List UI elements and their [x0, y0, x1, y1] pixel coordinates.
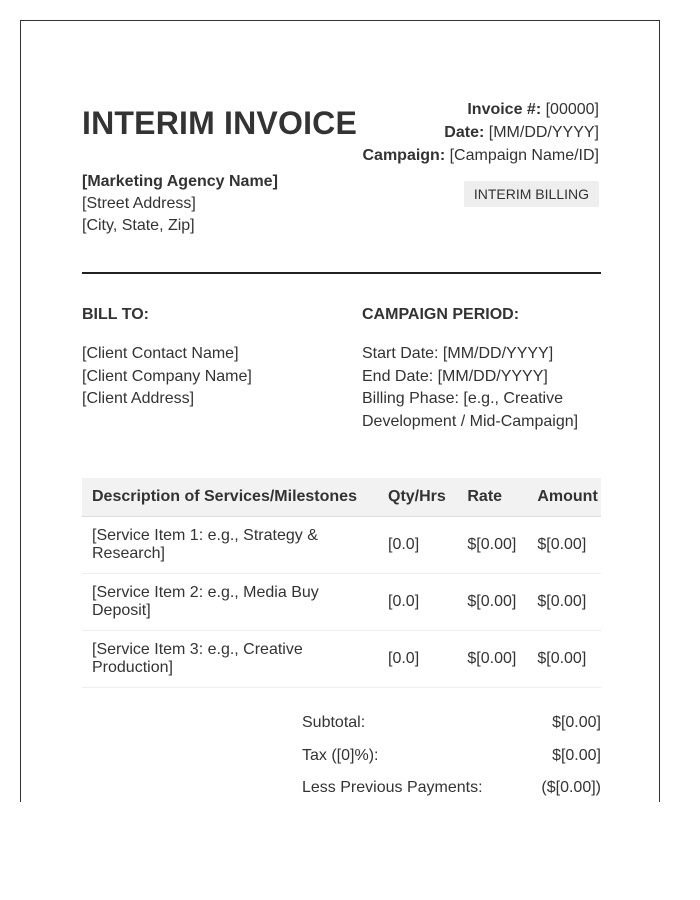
invoice-meta [362, 98, 599, 167]
previous-payments-row [302, 776, 601, 802]
row-description: [Service Item 1: e.g., Strategy & Research] [82, 517, 375, 574]
agency-city: [City, State, Zip] [82, 217, 195, 234]
row-qty: [0.0] [375, 574, 457, 631]
agency-block [82, 171, 278, 237]
row-description: [Service Item 2: e.g., Media Buy Deposit] [82, 574, 375, 631]
invoice-number-label: Invoice #: [467, 101, 542, 118]
subtotal-row [302, 711, 601, 744]
invoice-sheet [20, 20, 660, 802]
invoice-number-line [362, 98, 599, 121]
campaign-period-heading: CAMPAIGN PERIOD: [362, 306, 520, 323]
table-row [82, 517, 601, 574]
table-header-row [82, 478, 601, 517]
agency-street: [Street Address] [82, 195, 196, 212]
tax-value: $[0.00] [552, 746, 601, 764]
row-rate: $[0.00] [457, 517, 527, 574]
invoice-date-value: [MM/DD/YYYY] [488, 124, 599, 141]
previous-payments-value: ($[0.00]) [541, 779, 601, 796]
row-amount: $[0.00] [527, 517, 601, 574]
row-qty: [0.0] [375, 517, 457, 574]
start-date: Start Date: [MM/DD/YYYY] [362, 345, 554, 362]
totals-block [302, 711, 601, 802]
previous-payments-label: Less Previous Payments: [302, 779, 483, 796]
client-company: [Client Company Name] [82, 367, 252, 385]
campaign-value: [Campaign Name/ID] [449, 147, 599, 164]
bill-to-heading: BILL TO: [82, 306, 149, 323]
campaign-period-block [362, 343, 602, 433]
invoice-date-label: Date: [444, 124, 485, 141]
billing-phase: Billing Phase: [e.g., Creative Development / Mid-Campaign] [362, 390, 579, 430]
invoice-title: INTERIM INVOICE [82, 105, 358, 141]
subtotal-label: Subtotal: [302, 714, 366, 731]
header-amount: Amount [527, 478, 601, 517]
client-contact: [Client Contact Name] [82, 345, 239, 362]
tax-label: Tax ([0]%): [302, 746, 379, 764]
services-table [82, 478, 601, 688]
interim-billing-badge: INTERIM BILLING [464, 181, 599, 207]
end-date: End Date: [MM/DD/YYYY] [362, 367, 548, 385]
table-row [82, 574, 601, 631]
subtotal-value: $[0.00] [552, 714, 601, 731]
row-rate: $[0.00] [457, 574, 527, 631]
row-amount: $[0.00] [527, 631, 601, 688]
header-divider [82, 272, 601, 274]
client-address: [Client Address] [82, 390, 195, 407]
row-rate: $[0.00] [457, 631, 527, 688]
row-description: [Service Item 3: e.g., Creative Production] [82, 631, 375, 688]
bill-to-block [82, 343, 252, 411]
header-qty: Qty/Hrs [375, 478, 457, 517]
campaign-line [362, 144, 599, 167]
header-rate: Rate [457, 478, 527, 517]
row-amount: $[0.00] [527, 574, 601, 631]
tax-row [302, 744, 601, 777]
table-row [82, 631, 601, 688]
campaign-label: Campaign: [362, 147, 446, 164]
invoice-date-line [362, 121, 599, 144]
invoice-number-value: [00000] [545, 101, 599, 118]
agency-name: [Marketing Agency Name] [82, 173, 278, 190]
header-description: Description of Services/Milestones [82, 478, 375, 517]
row-qty: [0.0] [375, 631, 457, 688]
